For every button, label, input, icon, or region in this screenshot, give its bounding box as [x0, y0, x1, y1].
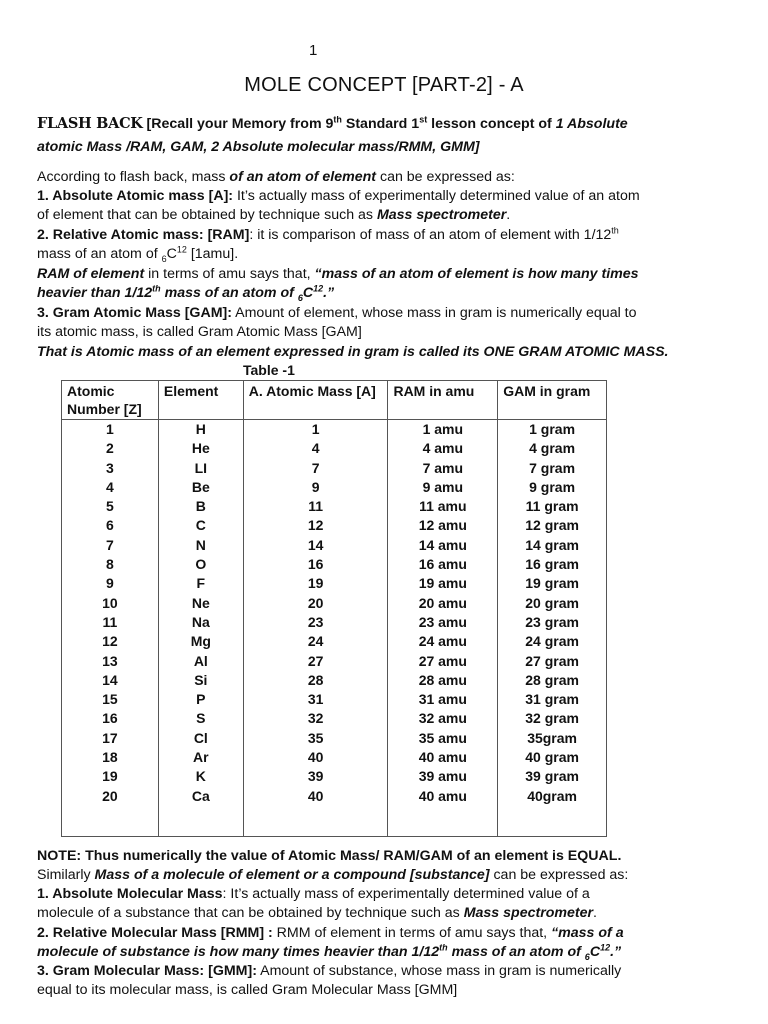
- table-caption: Table -1: [243, 362, 295, 378]
- cell-gam: 40 gram: [498, 748, 607, 767]
- gram-molecular-mass-label: 3. Gram Molecular Mass: [GMM]:: [37, 963, 257, 979]
- cell-atomic-number: 8: [62, 555, 159, 574]
- cell-ram: 40 amu: [388, 787, 498, 806]
- cell-gam: 19 gram: [498, 574, 607, 593]
- relative-molecular-mass-label: 2. Relative Molecular Mass [RMM] :: [37, 925, 273, 941]
- cell-atomic-number: 11: [62, 613, 159, 632]
- cell-gam: 4 gram: [498, 439, 607, 458]
- cell-gam: 40gram: [498, 787, 607, 806]
- table-row: [62, 420, 607, 440]
- cell-gam: 14 gram: [498, 536, 607, 555]
- header-ram: RAM in amu: [388, 381, 498, 420]
- flashback-line-1: FLASH BACK [Recall your Memory from 9th Standard 1st lesson concept of 1 Absolute: [37, 114, 628, 132]
- empty-cell: [158, 806, 243, 837]
- cell-element: Cl: [158, 729, 243, 748]
- cell-gam: 11 gram: [498, 497, 607, 516]
- empty-cell: [498, 806, 607, 837]
- cell-ram: 27 amu: [388, 652, 498, 671]
- cell-atomic-number: 2: [62, 439, 159, 458]
- table-row: [62, 594, 607, 613]
- cell-element: H: [158, 420, 243, 440]
- cell-atomic-mass: 19: [243, 574, 388, 593]
- note-text: NOTE: Thus numerically the value of Atomic Mass/ RAM/GAM of an element is EQUAL.: [37, 848, 622, 864]
- cell-atomic-mass: 27: [243, 652, 388, 671]
- cell-ram: 40 amu: [388, 748, 498, 767]
- cell-ram: 9 amu: [388, 478, 498, 497]
- gram-molecular-mass-line-1: 3. Gram Molecular Mass: [GMM]: Amount of substance, whose mass in gram is numerically: [37, 963, 622, 979]
- gram-atomic-mass-line-1: 3. Gram Atomic Mass [GAM]: Amount of element, whose mass in gram is numerically equal to: [37, 305, 637, 321]
- cell-atomic-mass: 4: [243, 439, 388, 458]
- cell-atomic-mass: 40: [243, 748, 388, 767]
- cell-atomic-number: 4: [62, 478, 159, 497]
- cell-atomic-number: 6: [62, 516, 159, 535]
- table-row: [62, 709, 607, 728]
- cell-atomic-mass: 24: [243, 632, 388, 651]
- cell-ram: 1 amu: [388, 420, 498, 440]
- table-row: [62, 671, 607, 690]
- cell-ram: 14 amu: [388, 536, 498, 555]
- cell-ram: 7 amu: [388, 459, 498, 478]
- cell-atomic-mass: 31: [243, 690, 388, 709]
- cell-ram: 19 amu: [388, 574, 498, 593]
- table-row: [62, 516, 607, 535]
- cell-element: LI: [158, 459, 243, 478]
- header-atomic-number: Atomic Number [Z]: [62, 381, 159, 420]
- cell-atomic-mass: 35: [243, 729, 388, 748]
- cell-atomic-number: 18: [62, 748, 159, 767]
- cell-gam: 7 gram: [498, 459, 607, 478]
- cell-element: N: [158, 536, 243, 555]
- relative-molecular-mass-line-1: 2. Relative Molecular Mass [RMM] : RMM of element in terms of amu says that, “mass of a: [37, 925, 624, 941]
- cell-element: Si: [158, 671, 243, 690]
- cell-gam: 9 gram: [498, 478, 607, 497]
- table-filler-row: [62, 806, 607, 837]
- relative-atomic-mass-line-2: mass of an atom of $_6C^{12}$ [1amu].: [37, 244, 239, 264]
- table-row: [62, 632, 607, 651]
- cell-atomic-mass: 40: [243, 787, 388, 806]
- cell-atomic-mass: 16: [243, 555, 388, 574]
- table-row: [62, 787, 607, 806]
- cell-atomic-mass: 1: [243, 420, 388, 440]
- gram-atomic-mass-line-2: its atomic mass, is called Gram Atomic Mass [GAM]: [37, 324, 362, 340]
- table-row: [62, 574, 607, 593]
- cell-gam: 23 gram: [498, 613, 607, 632]
- page-title: MOLE CONCEPT [PART-2] - A: [244, 74, 524, 96]
- cell-atomic-mass: 12: [243, 516, 388, 535]
- cell-gam: 24 gram: [498, 632, 607, 651]
- header-element: Element: [158, 381, 243, 420]
- cell-gam: 35gram: [498, 729, 607, 748]
- cell-element: Ne: [158, 594, 243, 613]
- absolute-atomic-mass-line-1: 1. Absolute Atomic mass [A]: It’s actually mass of experimentally determined value of an atom: [37, 188, 640, 204]
- cell-atomic-mass: 23: [243, 613, 388, 632]
- cell-element: O: [158, 555, 243, 574]
- gam-statement: That is Atomic mass of an element expressed in gram is called its ONE GRAM ATOMIC MASS.: [37, 344, 669, 360]
- cell-atomic-number: 13: [62, 652, 159, 671]
- table-row: [62, 497, 607, 516]
- table-row: [62, 478, 607, 497]
- cell-atomic-number: 10: [62, 594, 159, 613]
- intro-text: According to flash back, mass of an atom of element can be expressed as:: [37, 169, 515, 185]
- cell-atomic-number: 5: [62, 497, 159, 516]
- cell-ram: 12 amu: [388, 516, 498, 535]
- cell-ram: 31 amu: [388, 690, 498, 709]
- cell-atomic-mass: 14: [243, 536, 388, 555]
- cell-atomic-number: 1: [62, 420, 159, 440]
- cell-element: He: [158, 439, 243, 458]
- cell-ram: 11 amu: [388, 497, 498, 516]
- cell-element: B: [158, 497, 243, 516]
- cell-atomic-mass: 39: [243, 767, 388, 786]
- cell-atomic-number: 7: [62, 536, 159, 555]
- table-row: [62, 555, 607, 574]
- cell-atomic-number: 9: [62, 574, 159, 593]
- cell-atomic-mass: 20: [243, 594, 388, 613]
- cell-gam: 31 gram: [498, 690, 607, 709]
- cell-element: Mg: [158, 632, 243, 651]
- cell-atomic-number: 16: [62, 709, 159, 728]
- cell-atomic-number: 19: [62, 767, 159, 786]
- header-atomic-mass: A. Atomic Mass [A]: [243, 381, 388, 420]
- cell-element: Be: [158, 478, 243, 497]
- table-row: [62, 439, 607, 458]
- cell-ram: 28 amu: [388, 671, 498, 690]
- cell-ram: 4 amu: [388, 439, 498, 458]
- absolute-atomic-mass-line-2: of element that can be obtained by technique such as Mass spectrometer.: [37, 207, 511, 223]
- cell-atomic-mass: 11: [243, 497, 388, 516]
- cell-ram: 39 amu: [388, 767, 498, 786]
- cell-ram: 24 amu: [388, 632, 498, 651]
- gram-atomic-mass-label: 3. Gram Atomic Mass [GAM]:: [37, 305, 232, 321]
- absolute-molecular-mass-line-2: molecule of a substance that can be obtained by technique such as Mass spectrometer.: [37, 905, 597, 921]
- flashback-line-2: atomic Mass /RAM, GAM, 2 Absolute molecular mass/RMM, GMM]: [37, 139, 480, 155]
- cell-gam: 20 gram: [498, 594, 607, 613]
- cell-gam: 1 gram: [498, 420, 607, 440]
- cell-element: K: [158, 767, 243, 786]
- absolute-molecular-mass-line-1: 1. Absolute Molecular Mass: It’s actually mass of experimentally determined value of a: [37, 886, 590, 902]
- cell-gam: 32 gram: [498, 709, 607, 728]
- ram-definition-line-2: heavier than 1/12th mass of an atom of $_6C^{12}$.”: [37, 283, 335, 303]
- cell-element: Al: [158, 652, 243, 671]
- cell-ram: 32 amu: [388, 709, 498, 728]
- cell-element: C: [158, 516, 243, 535]
- empty-cell: [62, 806, 159, 837]
- table-row: [62, 767, 607, 786]
- cell-atomic-number: 3: [62, 459, 159, 478]
- atomic-mass-table: [61, 380, 607, 837]
- cell-atomic-mass: 7: [243, 459, 388, 478]
- table-row: [62, 536, 607, 555]
- relative-molecular-mass-line-2: molecule of substance is how many times heavier than 1/12th mass of an atom of $_6C^{12}$.”: [37, 942, 622, 962]
- cell-element: Ar: [158, 748, 243, 767]
- table-row: [62, 748, 607, 767]
- cell-gam: 16 gram: [498, 555, 607, 574]
- cell-atomic-mass: 32: [243, 709, 388, 728]
- relative-atomic-mass-label: 2. Relative Atomic mass: [RAM]: [37, 227, 250, 243]
- cell-gam: 27 gram: [498, 652, 607, 671]
- cell-atomic-number: 12: [62, 632, 159, 651]
- absolute-molecular-mass-label: 1. Absolute Molecular Mass: [37, 886, 223, 902]
- cell-atomic-mass: 28: [243, 671, 388, 690]
- cell-ram: 35 amu: [388, 729, 498, 748]
- table-row: [62, 690, 607, 709]
- page-number: 1: [309, 42, 318, 59]
- empty-cell: [388, 806, 498, 837]
- empty-cell: [243, 806, 388, 837]
- cell-atomic-number: 14: [62, 671, 159, 690]
- cell-atomic-number: 15: [62, 690, 159, 709]
- table-header-row: [62, 381, 607, 420]
- cell-element: Na: [158, 613, 243, 632]
- cell-ram: 23 amu: [388, 613, 498, 632]
- cell-atomic-number: 20: [62, 787, 159, 806]
- table-row: [62, 652, 607, 671]
- ram-definition-line-1: RAM of element in terms of amu says that, “mass of an atom of element is how many times: [37, 266, 639, 282]
- header-gam: GAM in gram: [498, 381, 607, 420]
- table-body: [62, 420, 607, 837]
- flashback-label: FLASH BACK: [37, 115, 143, 132]
- cell-gam: 39 gram: [498, 767, 607, 786]
- table-row: [62, 613, 607, 632]
- cell-gam: 12 gram: [498, 516, 607, 535]
- cell-ram: 20 amu: [388, 594, 498, 613]
- absolute-atomic-mass-label: 1. Absolute Atomic mass [A]:: [37, 188, 234, 204]
- cell-element: P: [158, 690, 243, 709]
- cell-ram: 16 amu: [388, 555, 498, 574]
- gram-molecular-mass-line-2: equal to its molecular mass, is called Gram Molecular Mass [GMM]: [37, 982, 458, 998]
- cell-element: S: [158, 709, 243, 728]
- relative-atomic-mass-line-1: 2. Relative Atomic mass: [RAM]: it is comparison of mass of an atom of element with 1/12th: [37, 225, 619, 243]
- table-row: [62, 459, 607, 478]
- molecular-intro: Similarly Mass of a molecule of element or a compound [substance] can be expressed as:: [37, 867, 629, 883]
- cell-gam: 28 gram: [498, 671, 607, 690]
- cell-element: Ca: [158, 787, 243, 806]
- table-row: [62, 729, 607, 748]
- cell-atomic-number: 17: [62, 729, 159, 748]
- cell-element: F: [158, 574, 243, 593]
- cell-atomic-mass: 9: [243, 478, 388, 497]
